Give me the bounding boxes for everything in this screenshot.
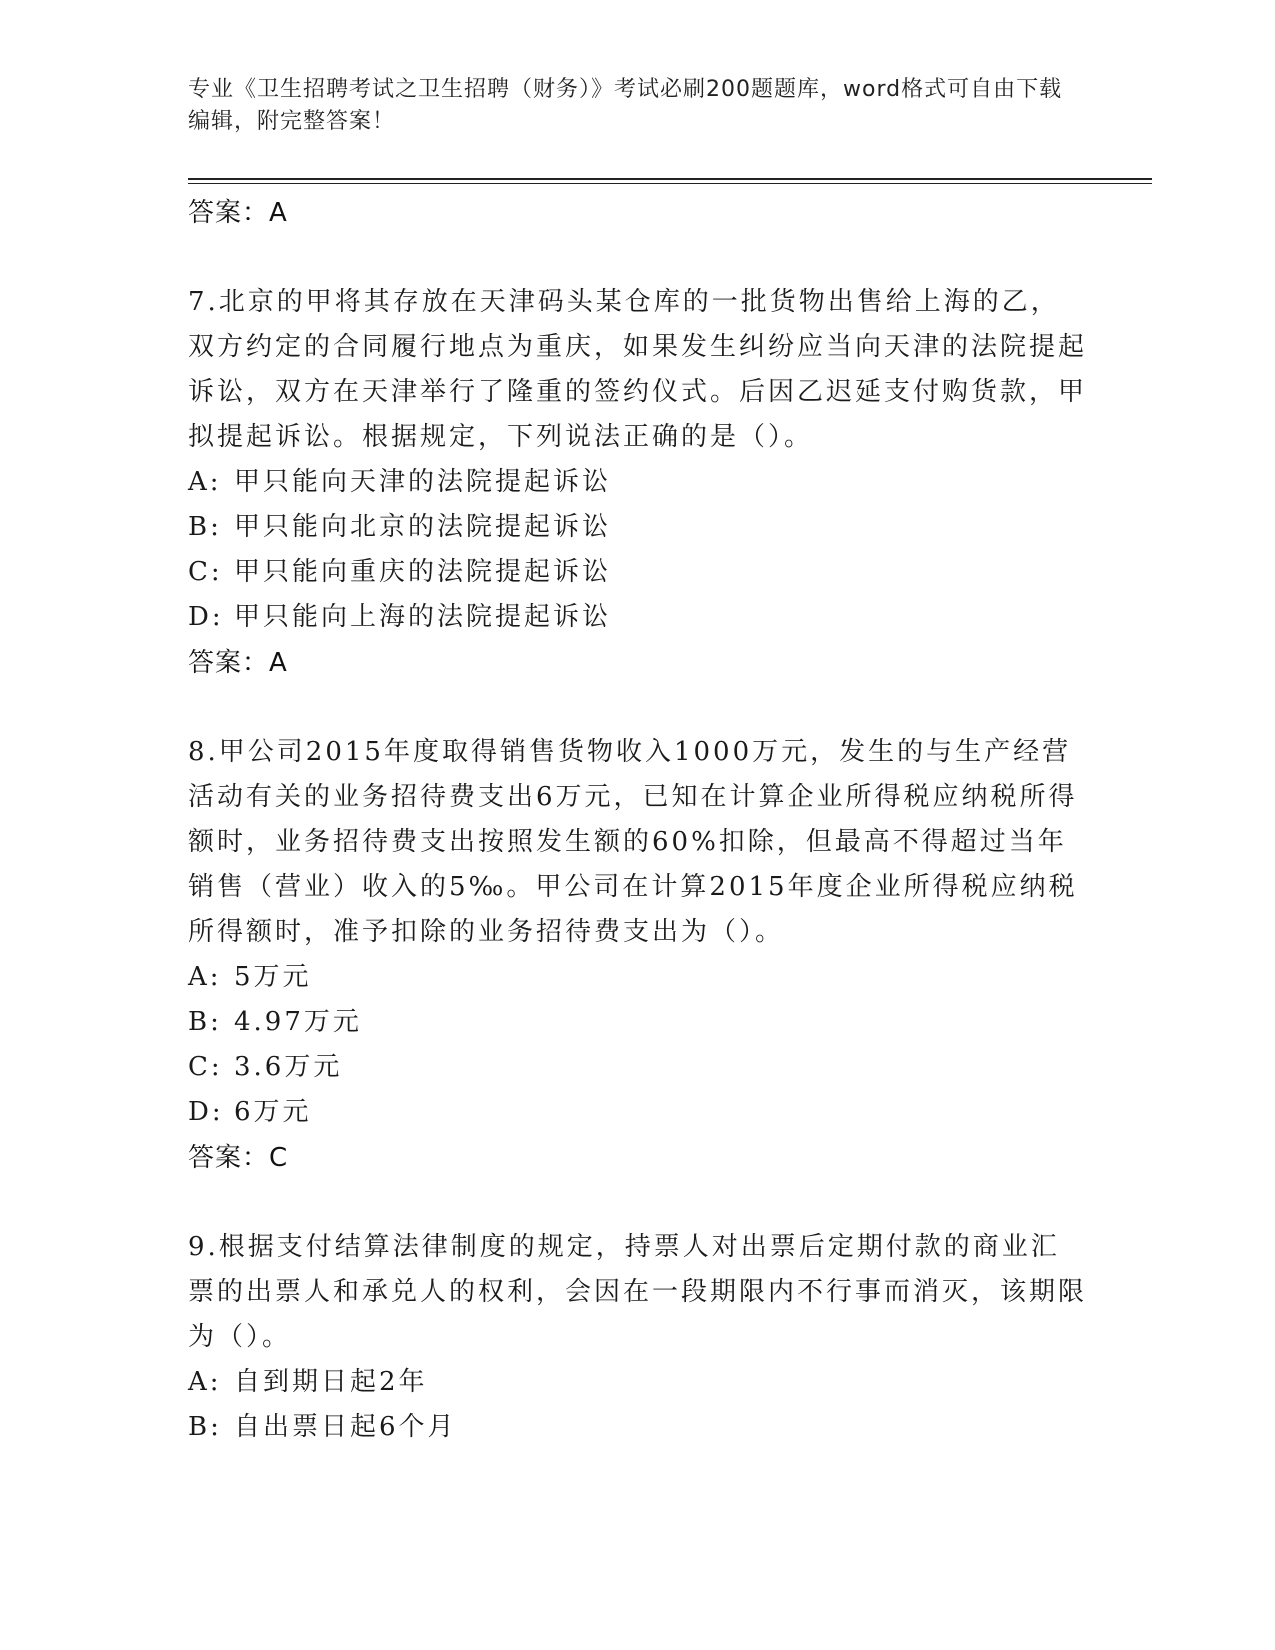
option-label: C: <box>188 557 223 587</box>
option-a <box>188 1360 1088 1405</box>
option-label: A: <box>188 962 222 992</box>
option-label: B: <box>188 512 222 542</box>
option-text: 甲只能向上海的法院提起诉讼 <box>234 602 612 632</box>
header-rule-thin <box>188 183 1152 184</box>
spacer <box>188 1181 1088 1225</box>
question-stem: 9.根据支付结算法律制度的规定，持票人对出票后定期付款的商业汇票的出票人和承兑人的权利，会因在一段期限内不行事而消灭，该期限为（）。 <box>188 1232 1088 1352</box>
option-label: D: <box>188 602 224 632</box>
option-b <box>188 1000 1088 1045</box>
document-header: 专业《卫生招聘考试之卫生招聘（财务）》考试必刷200题题库，word格式可自由下载编辑，附完整答案！ <box>188 77 1063 134</box>
option-text: 5万元 <box>234 962 312 992</box>
option-b <box>188 505 1088 550</box>
answer-7: 答案：A <box>188 648 288 678</box>
option-c <box>188 1045 1088 1090</box>
header-rule-thick <box>188 178 1152 180</box>
option-a <box>188 955 1088 1000</box>
spacer <box>188 236 1088 280</box>
question-stem: 8.甲公司2015年度取得销售货物收入1000万元，发生的与生产经营活动有关的业务招待费支出6万元，已知在计算企业所得税应纳税所得额时，业务招待费支出按照发生额的60%扣除，但最高不得超过当年销售（营业）收入的5‰。甲公司在计算2015年度企业所得税应纳税所得额时，准予扣除的业务招待费支出为（）。 <box>188 737 1078 947</box>
option-text: 自到期日起2年 <box>234 1367 428 1397</box>
option-text: 自出票日起6个月 <box>234 1412 457 1442</box>
option-label: B: <box>188 1007 222 1037</box>
option-label: A: <box>188 467 222 497</box>
question-7 <box>188 280 1088 686</box>
option-text: 甲只能向重庆的法院提起诉讼 <box>234 557 612 587</box>
answer-8: 答案：C <box>188 1143 289 1173</box>
option-c <box>188 550 1088 595</box>
option-label: D: <box>188 1097 224 1127</box>
question-list <box>188 190 1088 1450</box>
option-b <box>188 1405 1088 1450</box>
option-text: 甲只能向天津的法院提起诉讼 <box>234 467 612 497</box>
previous-answer: 答案：A <box>188 198 288 228</box>
question-stem: 7.北京的甲将其存放在天津码头某仓库的一批货物出售给上海的乙，双方约定的合同履行地点为重庆，如果发生纠纷应当向天津的法院提起诉讼，双方在天津举行了隆重的签约仪式。后因乙迟延支付购货款，甲拟提起诉讼。根据规定，下列说法正确的是（）。 <box>188 287 1088 452</box>
option-a <box>188 460 1088 505</box>
question-9 <box>188 1225 1088 1450</box>
question-8 <box>188 730 1088 1181</box>
option-label: B: <box>188 1412 222 1442</box>
option-label: A: <box>188 1367 222 1397</box>
option-text: 4.97万元 <box>234 1007 362 1037</box>
option-text: 3.6万元 <box>234 1052 343 1082</box>
option-label: C: <box>188 1052 223 1082</box>
spacer <box>188 686 1088 730</box>
option-text: 甲只能向北京的法院提起诉讼 <box>234 512 612 542</box>
option-d <box>188 1090 1088 1135</box>
option-text: 6万元 <box>234 1097 312 1127</box>
option-d <box>188 595 1088 640</box>
